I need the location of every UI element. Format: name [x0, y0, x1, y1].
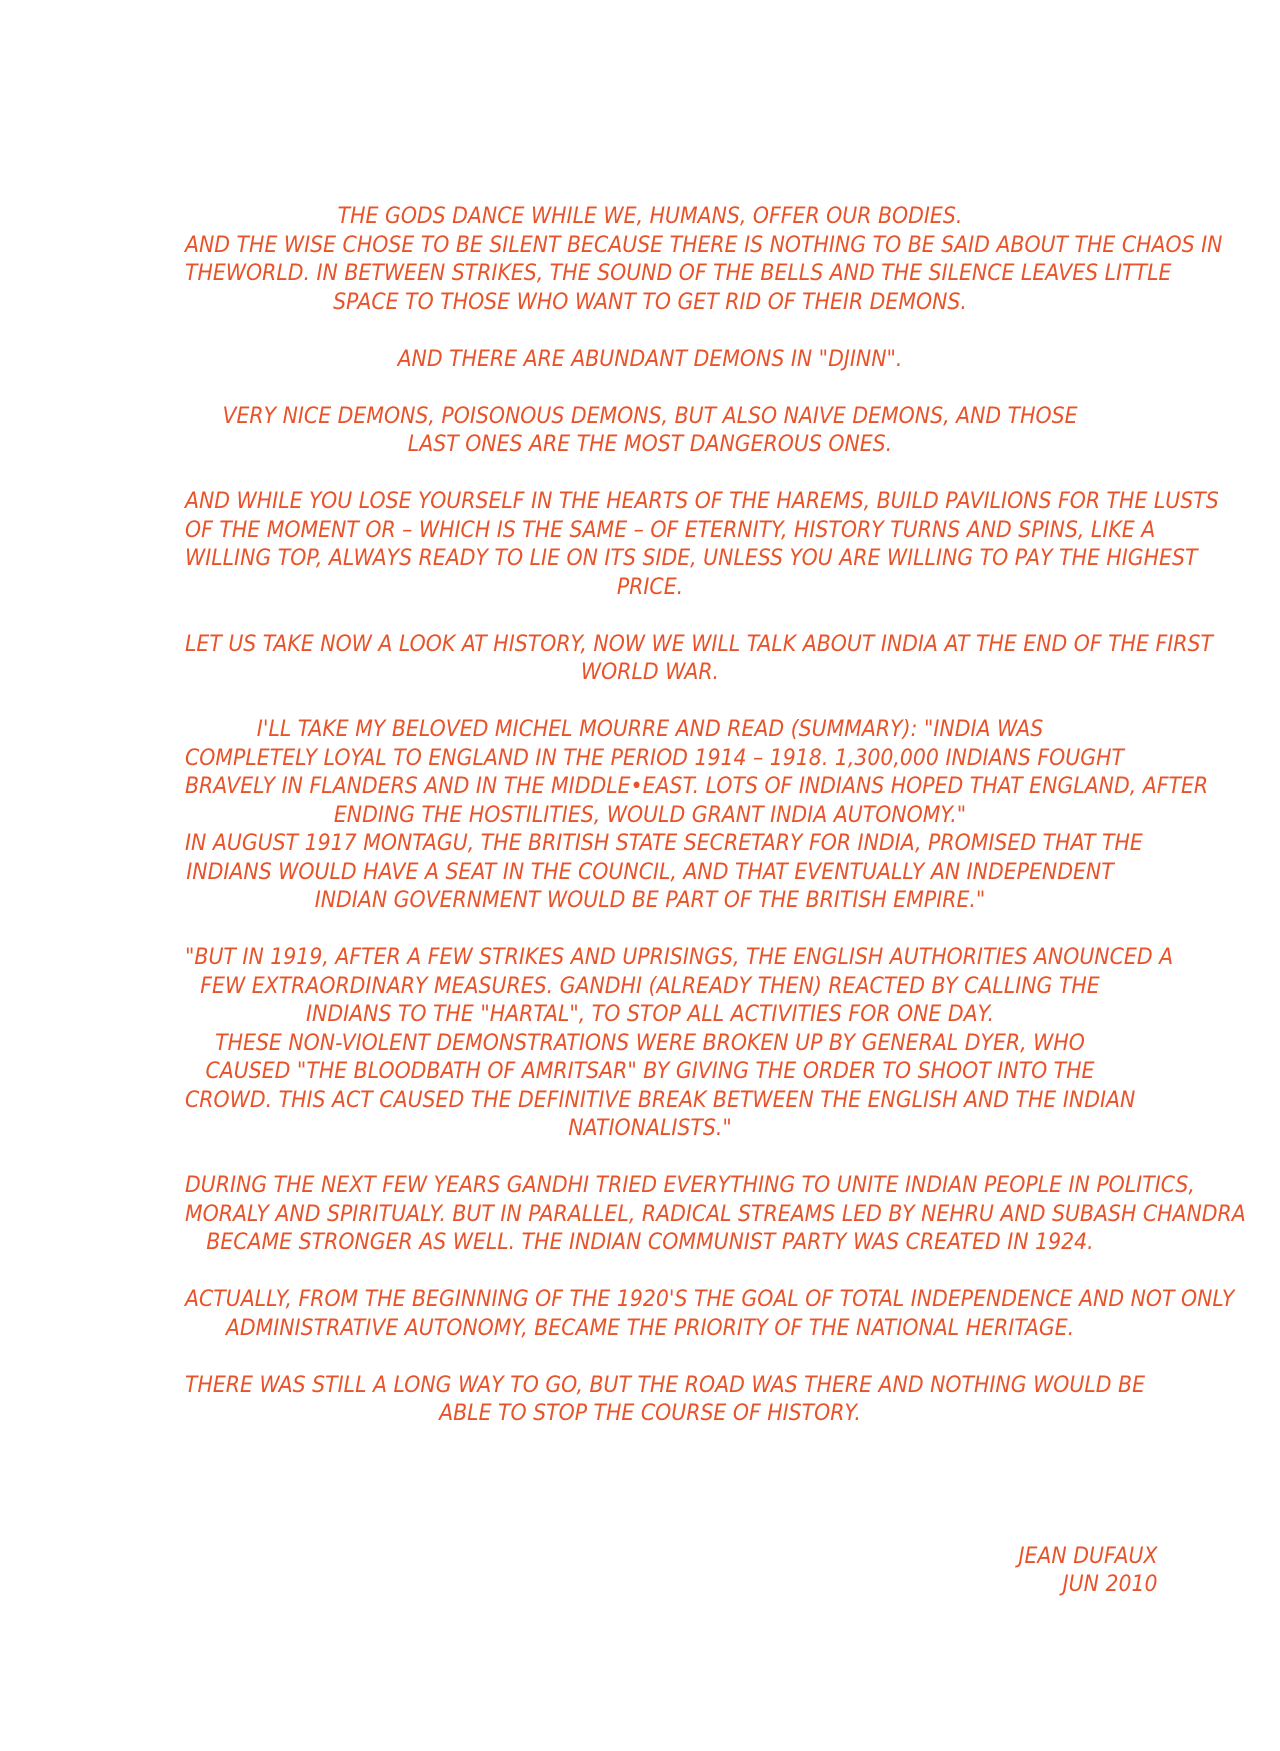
text-line: I'LL TAKE MY BELOVED MICHEL MOURRE AND READ (SUMMARY): "INDIA WAS: [256, 717, 1044, 742]
text-line: THESE NON-VIOLENT DEMONSTRATIONS WERE BROKEN UP BY GENERAL DYER, WHO: [215, 1030, 1085, 1056]
text-line: AND THERE ARE ABUNDANT DEMONS IN "DJINN".: [397, 346, 903, 372]
paragraph: [185, 1286, 1235, 1343]
text-line: LET US TAKE NOW A LOOK AT HISTORY, NOW WE WILL TALK ABOUT INDIA AT THE END OF THE FIRST: [185, 631, 1213, 657]
paragraph: [185, 1172, 1246, 1258]
text-line: BECAME STRONGER AS WELL. THE INDIAN COMMUNIST PARTY WAS CREATED IN 1924.: [206, 1230, 1094, 1255]
paragraph: [185, 346, 1115, 375]
text-line: THEWORLD. IN BETWEEN STRIKES, THE SOUND OF THE BELLS AND THE SILENCE LEAVES LITTLE: [185, 261, 1172, 286]
text-line: AND THE WISE CHOSE TO BE SILENT BECAUSE THERE IS NOTHING TO BE SAID ABOUT THE CHAOS IN: [185, 232, 1223, 258]
signature: [1019, 1543, 1158, 1599]
signature-name: JEAN DUFAUX: [1018, 1544, 1158, 1569]
text-line: ABLE TO STOP THE COURSE OF HISTORY.: [439, 1401, 861, 1426]
text-line: AND WHILE YOU LOSE YOURSELF IN THE HEARTS OF THE HAREMS, BUILD PAVILIONS FOR THE LUSTS: [185, 489, 1219, 514]
text-line: VERY NICE DEMONS, POISONOUS DEMONS, BUT ALSO NAIVE DEMONS, AND THOSE: [222, 403, 1078, 429]
text-line: ACTUALLY, FROM THE BEGINNING OF THE 1920'S THE GOAL OF TOTAL INDEPENDENCE AND NOT ONLY: [185, 1287, 1235, 1312]
text-line: NATIONALISTS.": [568, 1116, 732, 1141]
text-line: ADMINISTRATIVE AUTONOMY, BECAME THE PRIORITY OF THE NATIONAL HERITAGE.: [225, 1315, 1075, 1341]
text-line: WILLING TOP, ALWAYS READY TO LIE ON ITS SIDE, UNLESS YOU ARE WILLING TO PAY THE HIGHEST: [185, 546, 1198, 571]
text-line: ENDING THE HOSTILITIES, WOULD GRANT INDIA AUTONOMY.": [333, 802, 967, 828]
text-line: OF THE MOMENT OR – WHICH IS THE SAME – OF ETERNITY, HISTORY TURNS AND SPINS, LIKE A: [185, 517, 1156, 543]
text-line: CAUSED "THE BLOODBATH OF AMRITSAR" BY GIVING THE ORDER TO SHOOT INTO THE: [205, 1059, 1095, 1084]
paragraph: [185, 631, 1213, 688]
text-line: WORLD WAR.: [580, 660, 720, 685]
paragraph: [185, 1372, 1146, 1429]
text-line: CROWD. THIS ACT CAUSED THE DEFINITIVE BREAK BETWEEN THE ENGLISH AND THE INDIAN: [185, 1087, 1136, 1113]
text-line: "BUT IN 1919, AFTER A FEW STRIKES AND UPRISINGS, THE ENGLISH AUTHORITIES ANOUNCED A: [185, 945, 1174, 970]
text-line: BRAVELY IN FLANDERS AND IN THE MIDDLE•EAST. LOTS OF INDIANS HOPED THAT ENGLAND, AFTER: [185, 774, 1209, 799]
text-line: MORALY AND SPIRITUALY. BUT IN PARALLEL, RADICAL STREAMS LED BY NEHRU AND SUBASH CHANDRA: [185, 1201, 1246, 1227]
text-line: DURING THE NEXT FEW YEARS GANDHI TRIED EVERYTHING TO UNITE INDIAN PEOPLE IN POLITICS,: [185, 1173, 1195, 1198]
paragraph: [185, 403, 1115, 460]
text-line: COMPLETELY LOYAL TO ENGLAND IN THE PERIOD 1914 – 1918. 1,300,000 INDIANS FOUGHT: [185, 745, 1124, 771]
paragraph: [185, 203, 1223, 317]
text-line: FEW EXTRAORDINARY MEASURES. GANDHI (ALREADY THEN) REACTED BY CALLING THE: [200, 973, 1100, 999]
text-line: THERE WAS STILL A LONG WAY TO GO, BUT THE ROAD WAS THERE AND NOTHING WOULD BE: [185, 1372, 1146, 1398]
paragraph: [185, 944, 1174, 1144]
text-line: IN AUGUST 1917 MONTAGU, THE BRITISH STATE SECRETARY FOR INDIA, PROMISED THAT THE: [185, 831, 1143, 856]
text-line: LAST ONES ARE THE MOST DANGEROUS ONES.: [407, 432, 893, 457]
text-line: THE GODS DANCE WHILE WE, HUMANS, OFFER OUR BODIES.: [337, 204, 963, 229]
paragraph: [185, 716, 1209, 916]
paragraph: [185, 488, 1219, 602]
text-line: INDIANS WOULD HAVE A SEAT IN THE COUNCIL, AND THAT EVENTUALLY AN INDEPENDENT: [186, 859, 1114, 885]
text-line: SPACE TO THOSE WHO WANT TO GET RID OF THEIR DEMONS.: [333, 289, 967, 315]
text-line: INDIAN GOVERNMENT WOULD BE PART OF THE BRITISH EMPIRE.": [314, 888, 986, 913]
text-line: INDIANS TO THE "HARTAL", TO STOP ALL ACTIVITIES FOR ONE DAY.: [306, 1002, 994, 1027]
text-line: PRICE.: [616, 574, 684, 600]
signature-date: JUN 2010: [1063, 1572, 1158, 1597]
text-block: [185, 203, 1246, 1457]
